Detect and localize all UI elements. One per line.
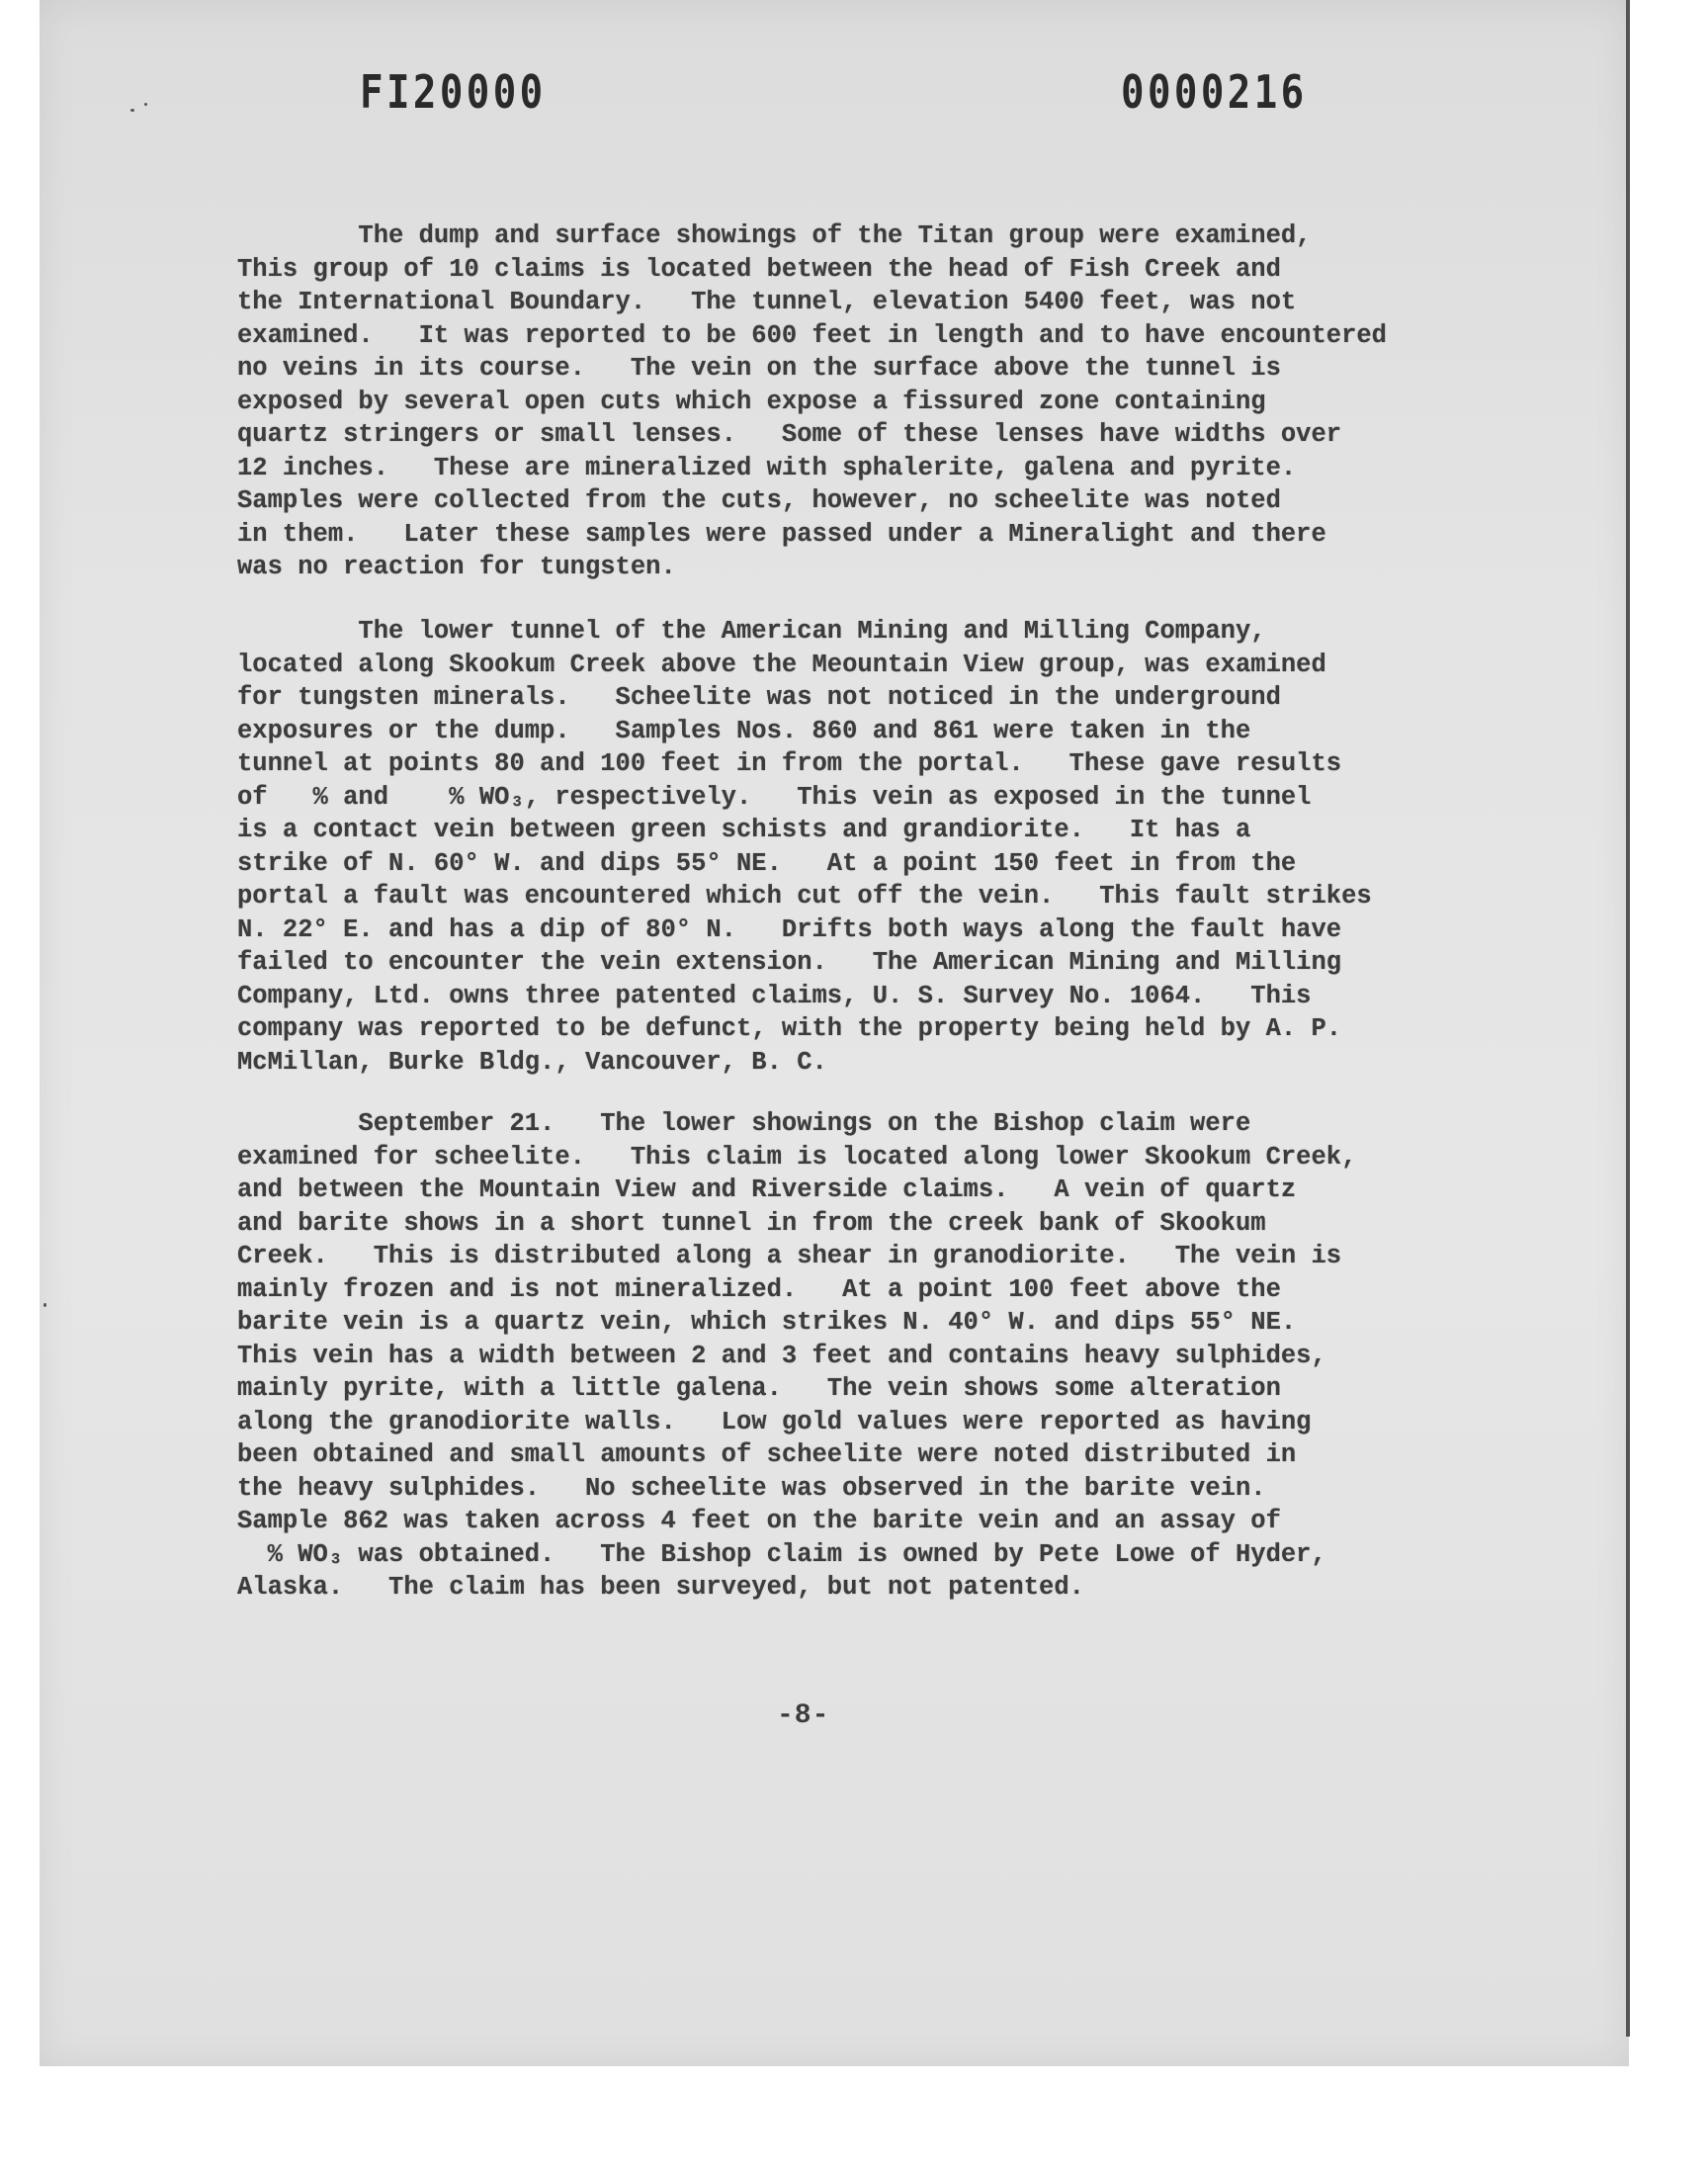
text-line: 12 inches. These are mineralized with sphalerite, galena and pyrite. bbox=[237, 453, 1297, 482]
text-line: examined. It was reported to be 600 feet in length and to have encountered bbox=[237, 320, 1387, 350]
paragraph-american-mining bbox=[237, 615, 1512, 1079]
text-line: is a contact vein between green schists and grandiorite. It has a bbox=[237, 816, 1251, 844]
text-line: and between the Mountain View and Riverside claims. A vein of quartz bbox=[237, 1175, 1297, 1204]
text-line: portal a fault was encountered which cut off the vein. This fault strikes bbox=[237, 882, 1372, 911]
text-line: no veins in its course. The vein on the surface above the tunnel is bbox=[237, 354, 1281, 383]
text-line: of % and % WO₃, respectively. This vein as exposed in the tunnel bbox=[237, 782, 1312, 812]
scan-bottom-margin bbox=[0, 2066, 1708, 2175]
text-line: The lower tunnel of the American Mining and Milling Company, bbox=[237, 617, 1266, 646]
scan-speck bbox=[130, 109, 134, 112]
text-line: McMillan, Burke Bldg., Vancouver, B. C. bbox=[237, 1047, 827, 1077]
text-line: This group of 10 claims is located between the head of Fish Creek and bbox=[237, 254, 1281, 284]
text-line: mainly frozen and is not mineralized. At a point 100 feet above the bbox=[237, 1274, 1281, 1304]
text-line: mainly pyrite, with a little galena. The vein shows some alteration bbox=[237, 1374, 1281, 1403]
text-line: was no reaction for tungsten. bbox=[237, 553, 676, 581]
text-line: strike of N. 60° W. and dips 55° NE. At a point 150 feet in from the bbox=[237, 848, 1297, 878]
text-line: and barite shows in a short tunnel in from the creek bank of Skookum bbox=[237, 1208, 1266, 1238]
text-line: exposed by several open cuts which expose a fissured zone containing bbox=[237, 387, 1266, 416]
text-line: barite vein is a quartz vein, which strikes N. 40° W. and dips 55° NE. bbox=[237, 1308, 1297, 1337]
text-line: examined for scheelite. This claim is located along lower Skookum Creek, bbox=[237, 1142, 1357, 1172]
text-line: located along Skookum Creek above the Meountain View group, was examined bbox=[237, 650, 1326, 679]
text-line: Samples were collected from the cuts, however, no scheelite was noted bbox=[237, 486, 1281, 515]
text-line: quartz stringers or small lenses. Some of these lenses have widths over bbox=[237, 420, 1342, 449]
text-line: Sample 862 was taken across 4 feet on the barite vein and an assay of bbox=[237, 1507, 1281, 1535]
text-line: The dump and surface showings of the Titan group were examined, bbox=[237, 221, 1312, 250]
text-line: Alaska. The claim has been surveyed, but not patented. bbox=[237, 1573, 1084, 1602]
text-line: Company, Ltd. owns three patented claims, U. S. Survey No. 1064. This bbox=[237, 981, 1312, 1010]
scan-speck bbox=[43, 1303, 46, 1307]
text-line: failed to encounter the vein extension. The American Mining and Milling bbox=[237, 948, 1342, 977]
page-number: -8- bbox=[777, 1700, 830, 1731]
text-line: for tungsten minerals. Scheelite was not noticed in the underground bbox=[237, 683, 1281, 712]
text-line: along the granodiorite walls. Low gold values were reported as having bbox=[237, 1407, 1312, 1436]
scan-speck bbox=[144, 103, 147, 106]
paragraph-titan-group bbox=[237, 219, 1512, 584]
text-line: tunnel at points 80 and 100 feet in from the portal. These gave results bbox=[237, 749, 1342, 778]
document-number: 0000216 bbox=[1121, 65, 1308, 119]
text-line: exposures or the dump. Samples Nos. 860 and 861 were taken in the bbox=[237, 716, 1251, 745]
document-number-mirrored: FI20000 bbox=[360, 65, 547, 119]
text-line: the International Boundary. The tunnel, elevation 5400 feet, was not bbox=[237, 288, 1297, 316]
text-line: been obtained and small amounts of scheelite were noted distributed in bbox=[237, 1440, 1297, 1469]
text-line: company was reported to be defunct, with the property being held by A. P. bbox=[237, 1014, 1342, 1043]
text-line: September 21. The lower showings on the Bishop claim were bbox=[237, 1109, 1251, 1138]
paragraph-bishop-claim bbox=[237, 1107, 1512, 1605]
text-line: Creek. This is distributed along a shear in granodiorite. The vein is bbox=[237, 1242, 1342, 1270]
text-line: N. 22° E. and has a dip of 80° N. Drifts both ways along the fault have bbox=[237, 914, 1342, 944]
text-line: % WO₃ was obtained. The Bishop claim is owned by Pete Lowe of Hyder, bbox=[237, 1539, 1326, 1569]
text-line: in them. Later these samples were passed under a Mineralight and there bbox=[237, 519, 1326, 549]
text-line: This vein has a width between 2 and 3 feet and contains heavy sulphides, bbox=[237, 1341, 1326, 1370]
text-line: the heavy sulphides. No scheelite was observed in the barite vein. bbox=[237, 1473, 1266, 1503]
sheet-edge-shadow bbox=[1626, 0, 1630, 2037]
